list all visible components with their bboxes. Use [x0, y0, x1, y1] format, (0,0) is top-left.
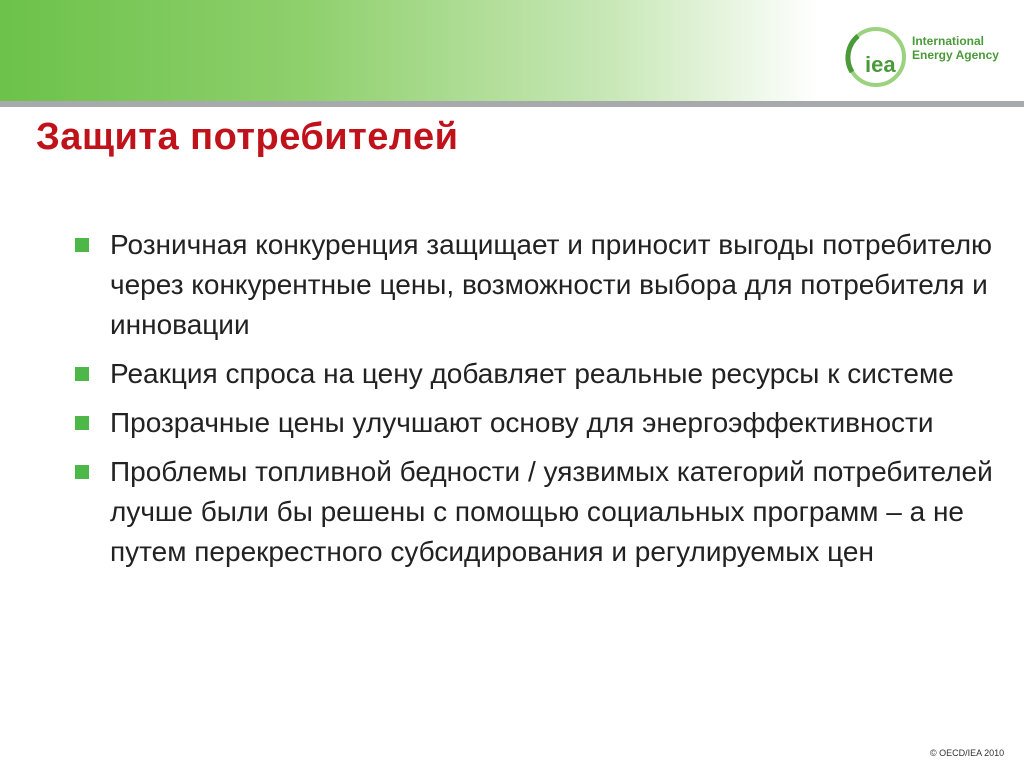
iea-logo-mark-icon	[842, 22, 912, 92]
iea-logo	[842, 22, 1002, 92]
bullet-text: Проблемы топливной бедности / уязвимых категорий потребителей лучше были бы решены с помощью социальных программ – а не путем перекрестного субсидирования и регулируемых цен	[110, 456, 993, 567]
slide-title: Защита потребителей	[36, 116, 459, 158]
bullet-square-icon	[75, 416, 89, 430]
bullet-square-icon	[75, 367, 89, 381]
logo-monogram: iea	[865, 52, 896, 77]
bullet-square-icon	[75, 238, 89, 252]
bullet-item	[75, 354, 995, 394]
logo-wordmark	[912, 34, 999, 62]
bullet-text: Розничная конкуренция защищает и приносит выгоды потребителю через конкурентные цены, возможности выбора для потребителя и инновации	[110, 229, 993, 340]
bullet-text: Реакция спроса на цену добавляет реальные ресурсы к системе	[110, 358, 954, 389]
logo-line-1: International	[912, 34, 985, 48]
bullet-item	[75, 225, 995, 345]
copyright-footer: © OECD/IEA 2010	[930, 748, 1005, 758]
bullet-square-icon	[75, 465, 89, 479]
bullet-item	[75, 403, 995, 443]
logo-line-2: Energy Agency	[912, 48, 999, 62]
bullet-text: Прозрачные цены улучшают основу для энергоэффективности	[110, 407, 934, 438]
bullet-list	[75, 225, 995, 581]
bullet-item	[75, 452, 995, 572]
header-divider	[0, 101, 1024, 107]
